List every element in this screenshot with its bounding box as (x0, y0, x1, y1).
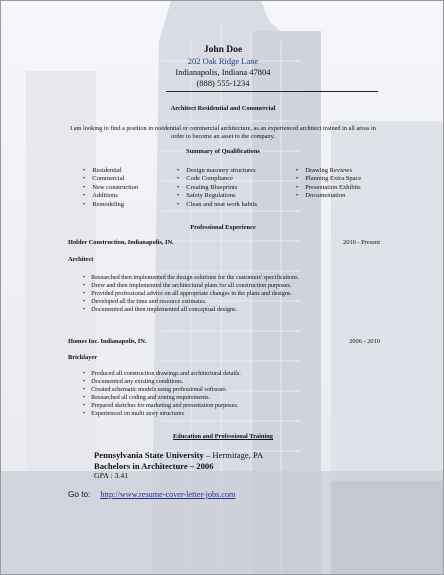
gpa: GPA : 3.41 (94, 471, 129, 480)
list-item: • Developed all the time and resource estimates. (83, 298, 299, 306)
list-item: • Safety Regulations (177, 192, 257, 200)
job-dates: 2006 - 2010 (349, 338, 380, 345)
list-item: • Creating Blueprints (177, 184, 257, 192)
school-name: Pennsylvania State University (94, 450, 204, 460)
list-item: • Commercial (83, 175, 138, 183)
qualifications-column-2 (177, 167, 257, 209)
job-duties-list (83, 274, 299, 314)
job-dates: 2010 - Present (343, 239, 380, 246)
list-item: • Clean and neat work habits (177, 201, 257, 209)
list-item: • Code Compliance (177, 175, 257, 183)
address-line: 202 Oak Ridge Lane (187, 56, 259, 66)
phone-number: (888) 555-1234 (196, 78, 250, 88)
list-item: • Experienced on multi story structures (83, 410, 241, 418)
list-item: • Created schematic models using professional software. (83, 386, 241, 394)
job-duties-list (83, 370, 241, 417)
list-item: • Remodeling (83, 201, 138, 209)
header-divider (166, 91, 378, 92)
degree: Bachelors in Architecture – 2006 (94, 461, 214, 471)
resume-site-link[interactable]: http://www.resume-cover-letter-jobs.com (100, 490, 236, 499)
goto-label: Go to: (68, 490, 91, 499)
list-item: • Drew and then implemented the architectural plans for all construction purposes. (83, 282, 299, 290)
education-heading: Education and Professional Training (173, 433, 273, 440)
list-item: • Documented and then implemented all conceptual designs. (83, 306, 299, 314)
list-item: • Prepared sketches for marketing and presentation purposes. (83, 402, 241, 410)
candidate-name: John Doe (203, 45, 243, 55)
list-item: • Drawing Reviews (296, 167, 361, 175)
list-item: • Residential (83, 167, 138, 175)
objective-text: I am looking to find a position in residential or commercial architecture, as an experienced architect trained in all areas in order to become an asset to the company. (70, 125, 376, 140)
qualifications-column-1 (83, 167, 138, 209)
job-role: Architect (68, 256, 94, 263)
list-item: • Provided professional advice on all appropriate changes in the plans and designs. (83, 290, 299, 298)
list-item: • Researched all coding and zoning requirements. (83, 394, 241, 402)
resume-title: Architect Residential and Commercial (170, 105, 276, 112)
list-item: • Documentation (296, 192, 361, 200)
list-item: • Researched then implemented the design solutions for the customers' specifications. (83, 274, 299, 282)
list-item: • Produced all construction drawings and architectural details. (83, 370, 241, 378)
list-item: • Documented any existing conditions. (83, 378, 241, 386)
footer-goto (68, 490, 235, 499)
job-company: Holder Construction, Indianapolis, IN. (68, 239, 174, 246)
education-school-line (94, 450, 263, 460)
city-state-zip: Indianapolis, Indiana 47804 (175, 67, 271, 77)
experience-heading: Professional Experience (190, 224, 256, 231)
list-item: • Presentation Exhibits (296, 184, 361, 192)
list-item: • Design masonry structures (177, 167, 257, 175)
school-location: – Hermitage, PA (203, 450, 264, 460)
qualifications-column-3 (296, 167, 361, 201)
list-item: • New construction (83, 184, 138, 192)
summary-heading: Summary of Qualifications (186, 148, 260, 155)
job-role: Bricklayer (68, 354, 98, 361)
list-item: • Planning Extra Space (296, 175, 361, 183)
list-item: • Additions (83, 192, 138, 200)
job-company: Homes Inc. Indianapolis, IN. (68, 338, 147, 345)
